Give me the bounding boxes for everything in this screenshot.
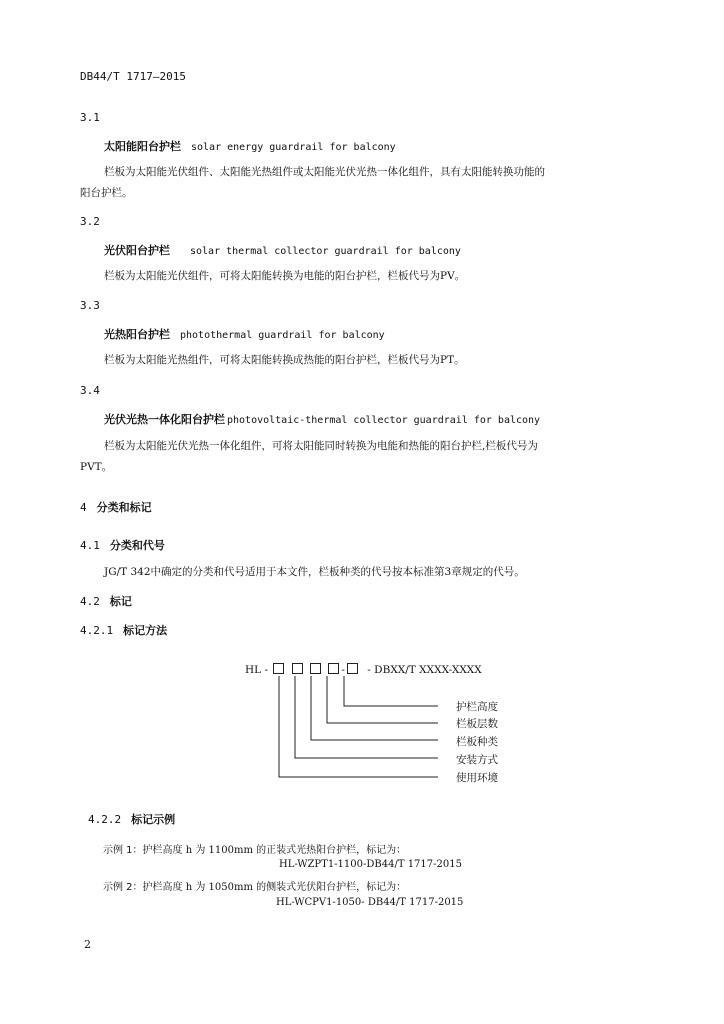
example-label: 示例 1： [103, 845, 143, 856]
subsection-title: 标记 [109, 595, 132, 608]
section-number: 4 [80, 501, 87, 514]
page-number: 2 [84, 938, 91, 951]
term-number: 3.4 [80, 384, 100, 397]
term-definition-cont: PVT。 [80, 461, 113, 473]
term-en: photovoltaic-thermal collector guardrail for balcony [227, 415, 541, 426]
term-number: 3.2 [80, 215, 100, 228]
subsection-number: 4.2.1 [80, 624, 114, 637]
term-zh: 光热阳台护栏 [104, 328, 170, 341]
term-number: 3.3 [80, 299, 100, 312]
diagram-label-install: 安装方式 [456, 754, 498, 766]
diagram-label-layers: 栏板层数 [456, 718, 498, 730]
term-en: solar energy guardrail for balcony [191, 142, 396, 153]
term-definition: 栏板为太阳能光伏光热一体化组件，可将太阳能同时转换为电能和热能的阳台护栏,栏板代号为 [104, 440, 538, 452]
subsection-heading [88, 811, 175, 827]
subsection-number: 4.2.2 [88, 813, 122, 826]
example-line [103, 878, 406, 893]
term-number: 3.1 [80, 111, 100, 124]
example-label: 示例 2： [103, 882, 143, 893]
example-code: HL-WCPV1-1050- DB44/T 1717-2015 [276, 897, 464, 908]
marking-dash: - [341, 664, 345, 676]
term-definition: 栏板为太阳能光伏组件，可将太阳能转换为电能的阳台护栏，栏板代号为PV。 [104, 270, 466, 282]
term-zh: 太阳能阳台护栏 [104, 140, 181, 153]
subsection-title: 标记示例 [131, 813, 176, 826]
section-title: 分类和标记 [96, 501, 152, 514]
example-text: 护栏高度 h 为 1100mm 的正装式光热阳台护栏，标记为： [142, 845, 407, 856]
example-line [103, 841, 406, 856]
term-zh: 光伏阳台护栏 [104, 244, 170, 257]
term-en: photothermal guardrail for balcony [180, 330, 385, 341]
leader-line-environment [279, 676, 438, 777]
diagram-label-environment: 使用环境 [456, 772, 498, 784]
document-id: DB44/T 1717—2015 [80, 70, 186, 83]
term-definition-cont: 阳台护栏。 [80, 187, 133, 199]
term-en: solar thermal collector guardrail for balcony [190, 246, 461, 257]
term-zh: 光伏光热一体化阳台护栏 [104, 413, 225, 426]
subsection-title: 标记方法 [123, 624, 168, 637]
term-definition: 栏板为太阳能光热组件，可将太阳能转换成热能的阳台护栏，栏板代号为PT。 [104, 354, 465, 366]
example-text: 护栏高度 h 为 1050mm 的侧装式光伏阳台护栏，标记为： [142, 882, 407, 893]
marking-suffix: - DBXX/T XXXX-XXXX [367, 664, 482, 676]
subsection-number: 4.2 [80, 595, 100, 608]
example-code: HL-WZPT1-1100-DB44/T 1717-2015 [279, 859, 462, 870]
subsection-number: 4.1 [80, 539, 100, 552]
diagram-label-height: 护栏高度 [456, 701, 498, 713]
leader-line-height [344, 676, 438, 706]
subsection-text: JG/T 342中确定的分类和代号适用于本文件，栏板种类的代号按本标准第3章规定的代号。 [104, 566, 525, 578]
leader-line-install [295, 676, 438, 758]
term-definition: 栏板为太阳能光伏组件、太阳能光热组件或太阳能光伏光热一体化组件，具有太阳能转换功能的 [104, 166, 545, 178]
subsection-title: 分类和代号 [109, 539, 165, 552]
marking-prefix: HL - [245, 664, 269, 676]
diagram-label-type: 栏板种类 [456, 736, 498, 748]
leader-line-type [311, 676, 438, 740]
